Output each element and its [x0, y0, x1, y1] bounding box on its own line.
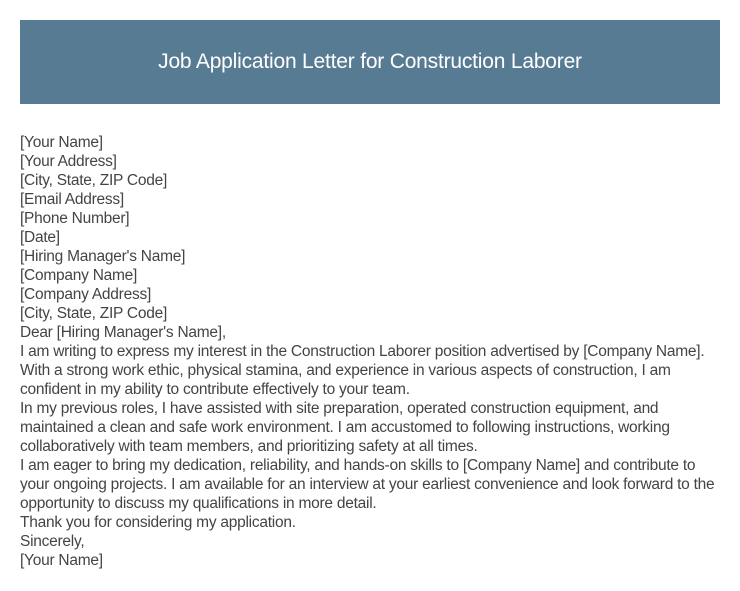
recipient-address: [Company Address]	[20, 286, 152, 303]
letter-body	[20, 133, 720, 570]
paragraph-thanks: Thank you for considering my application.	[20, 514, 296, 531]
sender-name: [Your Name]	[20, 134, 103, 151]
paragraph-intro: I am writing to express my interest in the Construction Laborer position advertised by [Company Name]. With a strong work ethic, physical stamina, and experience in various aspects of construction, I am confident in my ability to contribute effectively to your team.	[20, 343, 705, 398]
sender-city: [City, State, ZIP Code]	[20, 172, 168, 189]
salutation: Dear [Hiring Manager's Name],	[20, 324, 226, 341]
paragraph-experience: In my previous roles, I have assisted with site preparation, operated construction equipment, and maintained a clean and safe work environment. I am accustomed to following instructions, working collaboratively with team members, and prioritizing safety at all times.	[20, 400, 670, 455]
signature: [Your Name]	[20, 552, 103, 569]
recipient-name: [Hiring Manager's Name]	[20, 248, 186, 265]
recipient-company: [Company Name]	[20, 267, 138, 284]
sender-address: [Your Address]	[20, 153, 117, 170]
title-banner	[20, 20, 720, 104]
recipient-city: [City, State, ZIP Code]	[20, 305, 168, 322]
sender-email: [Email Address]	[20, 191, 124, 208]
sender-phone: [Phone Number]	[20, 210, 130, 227]
paragraph-closing: I am eager to bring my dedication, reliability, and hands-on skills to [Company Name] and contribute to your ongoing projects. I am available for an interview at your earliest convenience and look forward to the opportunity to discuss my qualifications in more detail.	[20, 457, 715, 512]
letter-date: [Date]	[20, 229, 60, 246]
closing: Sincerely,	[20, 533, 85, 550]
page-title: Job Application Letter for Construction Laborer	[158, 50, 582, 73]
